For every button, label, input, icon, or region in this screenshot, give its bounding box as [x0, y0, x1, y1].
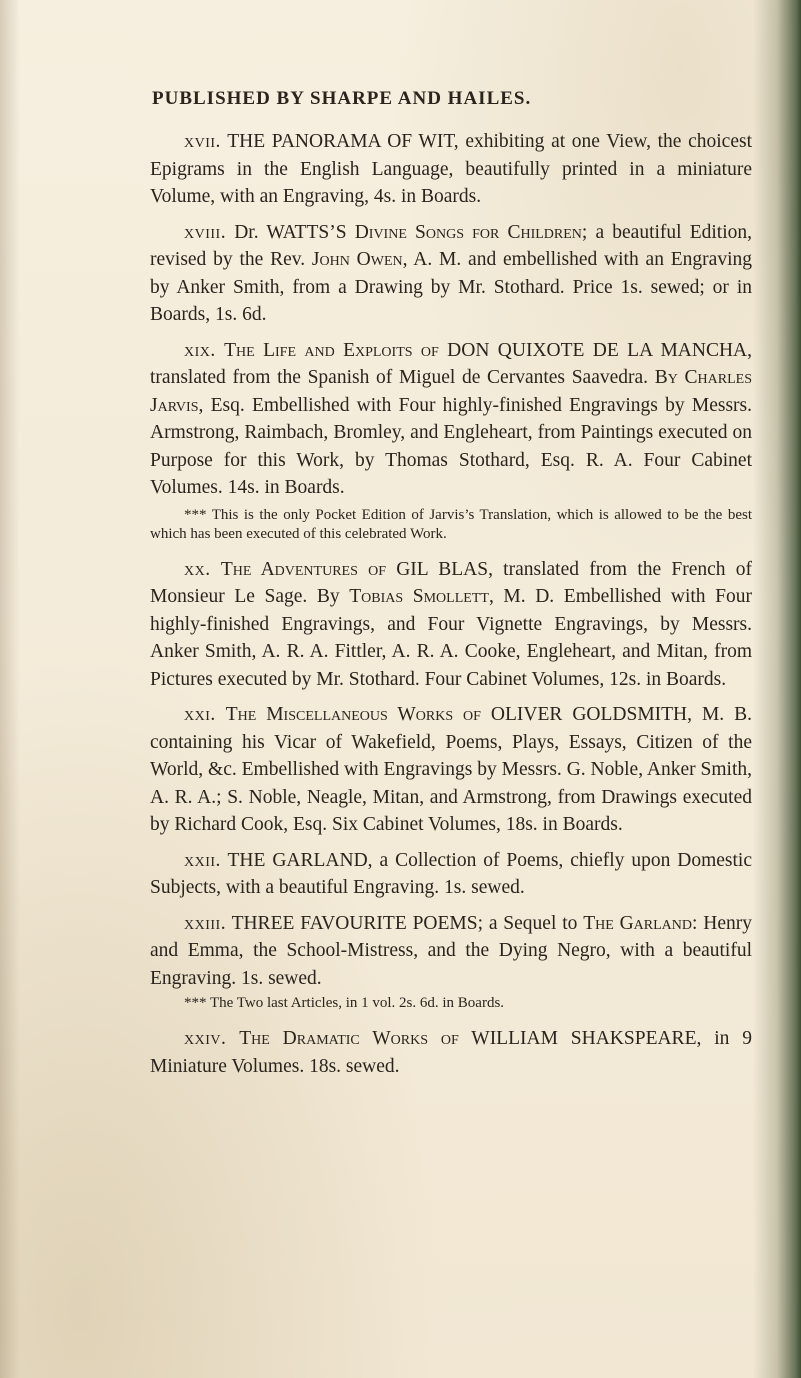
catalogue-entry — [150, 128, 752, 211]
catalogue-entries — [150, 128, 752, 1088]
small-caps-text: By Charles Jarvis — [150, 367, 752, 416]
entry-text: DON QUIXOTE DE LA MANCHA, translated from the Spanish of Miguel de Cervantes Saavedra. — [150, 339, 753, 388]
small-caps-text: The Life and Exploits of — [224, 339, 439, 361]
entry-text: THE PANORAMA OF WIT, exhibiting at one View, the choicest Epigrams in the English Language, beautifully printed in a miniature Volume, with an Engraving, 4s. in Boards. — [150, 131, 752, 207]
catalogue-entry — [150, 847, 752, 902]
catalogue-note: *** This is the only Pocket Edition of Jarvis’s Translation, which is allowed to be the best which has been executed of this celebrated Work. — [150, 506, 752, 542]
entry-text: , Esq. Embellished with Four highly-finished Engravings by Messrs. Armstrong, Raimbach, Bromley, and Engleheart, from Paintings executed on Purpose for this Work, by Thomas Stothard, Esq. R. A. Four Cabinet Volumes. 14s. in Boards. — [150, 394, 752, 498]
small-caps-text: Divine Songs for Children — [354, 221, 582, 243]
running-head: PUBLISHED BY SHARPE AND HAILES. — [152, 88, 532, 109]
entry-number: xxiv. — [184, 1028, 227, 1049]
catalogue-entry — [150, 1025, 752, 1080]
entry-text: ; a beautiful Edition, revised by the Rev. — [150, 221, 752, 270]
entry-number: xx. — [184, 558, 211, 580]
catalogue-entry — [150, 910, 752, 993]
entry-text — [226, 1028, 239, 1049]
entry-text: , A. M. and embellished with an Engraving by Anker Smith, from a Drawing by Mr. Stothard. Price 1s. sewed; or in Boards, 1s. 6d. — [150, 249, 752, 325]
entry-text: THREE FAVOURITE POEMS; a Sequel to — [226, 912, 584, 934]
page-left-edge-shadow — [0, 0, 20, 1378]
entry-number: xxi. — [184, 704, 216, 725]
catalogue-entry — [150, 337, 752, 502]
small-caps-text: The Adventures of — [220, 558, 386, 580]
entry-number: xvii. — [184, 131, 221, 152]
entry-text: THE GARLAND, a Collection of Poems, chiefly upon Domestic Subjects, with a beautiful Engraving. 1s. sewed. — [150, 849, 752, 898]
catalogue-note: *** The Two last Articles, in 1 vol. 2s. 6d. in Boards. — [184, 995, 505, 1011]
small-caps-text: The Garland — [583, 912, 693, 934]
entry-text — [211, 559, 221, 580]
small-caps-text: Tobias Smollett — [349, 586, 489, 607]
entry-text: , M. D. Embellished with Four highly-finished Engravings, and Four Vignette Engravings, by Messrs. Anker Smith, A. R. A. Fittler, A. R. A. Cooke, Engleheart, and Mitan, from Pictures executed by Mr. Stothard. Four Cabinet Volumes, 12s. in Boards. — [150, 586, 752, 690]
small-caps-text: John Owen — [311, 249, 403, 270]
small-caps-text: The Miscellaneous Works of — [225, 704, 481, 725]
entry-text: : Henry and Emma, the School-Mistress, and the Dying Negro, with a beautiful Engraving. 1s. sewed. — [150, 912, 752, 989]
page-gutter-shadow — [753, 0, 801, 1378]
entry-text: GIL BLAS, translated from the French of Monsieur Le Sage. By — [150, 558, 753, 607]
entry-text — [216, 704, 226, 725]
entry-text: OLIVER GOLDSMITH, M. B. containing his Vicar of Wakefield, Poems, Plays, Essays, Citizen of the World, &c. Embellished with Engravings by Messrs. G. Noble, Anker Smith, A. R. A.; S. Noble, Neagle, Mitan, and Armstrong, from Drawings executed by Richard Cook, Esq. Six Cabinet Volumes, 18s. in Boards. — [150, 704, 752, 835]
entry-text: WILLIAM SHAKSPEARE, in 9 Miniature Volumes. 18s. sewed. — [150, 1028, 752, 1077]
catalogue-entry — [150, 701, 752, 839]
entry-number: xix. — [184, 339, 216, 361]
small-caps-text: The Dramatic Works of — [239, 1028, 459, 1049]
catalogue-entry — [150, 219, 752, 329]
catalogue-entry — [150, 556, 752, 694]
entry-number: xviii. — [184, 221, 227, 243]
entry-text — [216, 340, 224, 361]
entry-number: xxiii. — [184, 912, 227, 934]
entry-number: xxii. — [184, 849, 221, 871]
entry-text: Dr. WATTS’S — [226, 221, 355, 243]
